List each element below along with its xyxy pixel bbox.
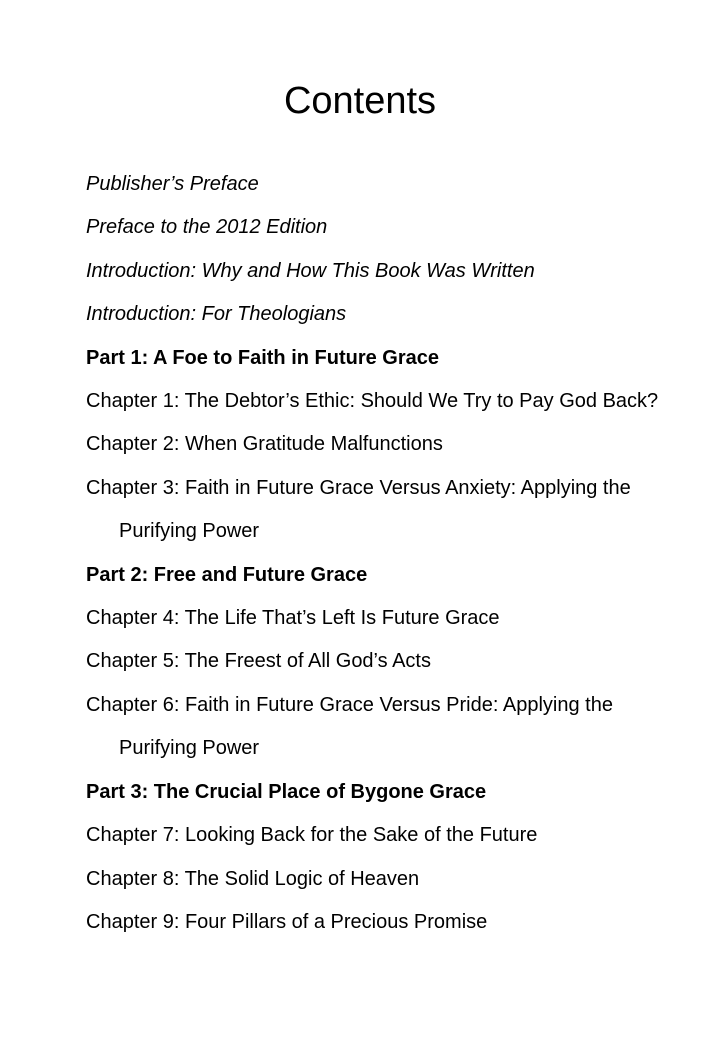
toc-chapter-8[interactable]: Chapter 8: The Solid Logic of Heaven (86, 867, 420, 890)
page-title: Contents (283, 80, 437, 122)
toc-chapter-6[interactable]: Chapter 6: Faith in Future Grace Versus Pride: Applying the Purifying Power (86, 693, 613, 760)
toc-part-3[interactable]: Part 3: The Crucial Place of Bygone Grace (86, 780, 487, 803)
toc-entry-publishers-preface[interactable]: Publisher’s Preface (86, 173, 259, 195)
toc-chapter-7[interactable]: Chapter 7: Looking Back for the Sake of the Future (86, 824, 538, 847)
toc-chapter-3[interactable]: Chapter 3: Faith in Future Grace Versus Anxiety: Applying the Purifying Power (86, 476, 631, 543)
toc-chapter-4[interactable]: Chapter 4: The Life That’s Left Is Future Grace (86, 607, 500, 630)
toc-entry-introduction-why-how[interactable]: Introduction: Why and How This Book Was Written (86, 259, 535, 282)
table-of-contents (86, 163, 686, 944)
toc-part-1[interactable]: Part 1: A Foe to Faith in Future Grace (86, 346, 440, 369)
toc-chapter-9[interactable]: Chapter 9: Four Pillars of a Precious Promise (86, 910, 488, 933)
toc-entry-introduction-theologians[interactable]: Introduction: For Theologians (86, 303, 347, 326)
toc-chapter-1[interactable]: Chapter 1: The Debtor’s Ethic: Should We Try to Pay God Back? (86, 390, 659, 413)
toc-chapter-5[interactable]: Chapter 5: The Freest of All God’s Acts (86, 650, 431, 673)
toc-part-2[interactable]: Part 2: Free and Future Grace (86, 563, 368, 586)
toc-entry-preface-2012[interactable]: Preface to the 2012 Edition (86, 216, 328, 239)
toc-chapter-2[interactable]: Chapter 2: When Gratitude Malfunctions (86, 433, 443, 456)
